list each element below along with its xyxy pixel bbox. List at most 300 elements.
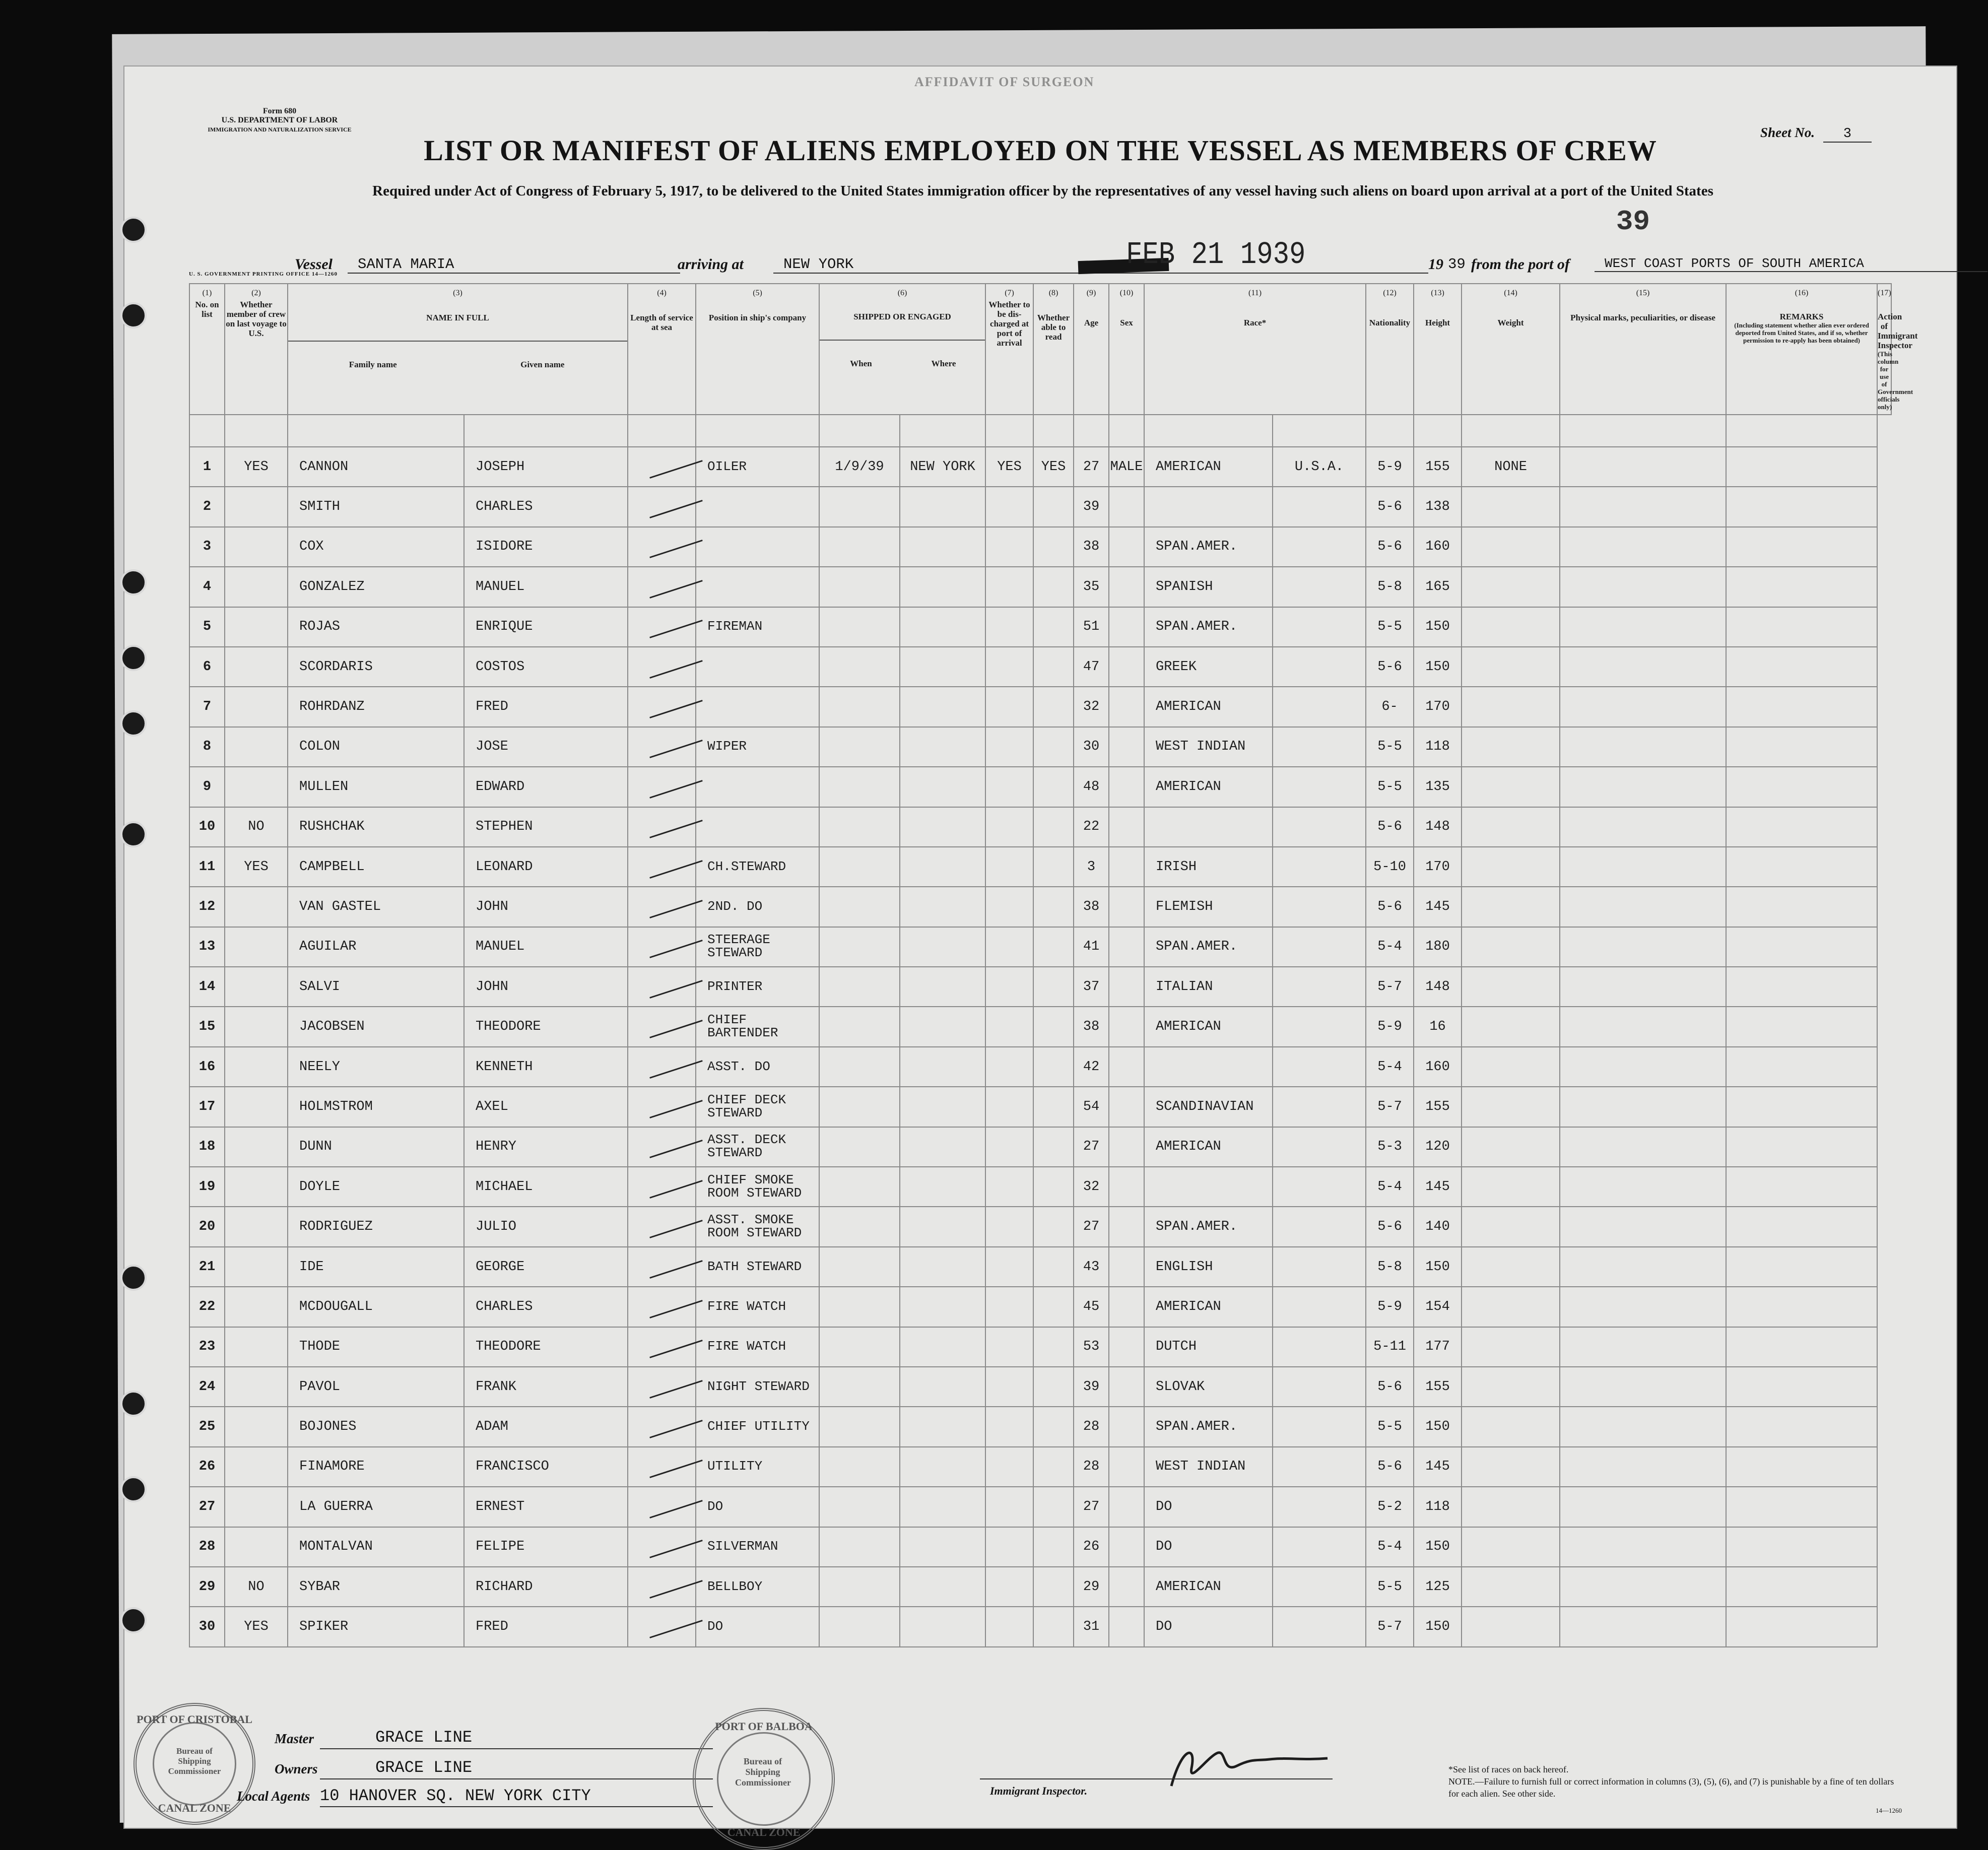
cell-sex [1109, 967, 1144, 1007]
service-length-mark [628, 1007, 696, 1046]
cell-family: COX [288, 527, 464, 567]
gpo-imprint: U. S. GOVERNMENT PRINTING OFFICE 14—1260 [189, 271, 338, 277]
cell-pos: PRINTER [696, 967, 819, 1007]
cell-disch [985, 1607, 1033, 1646]
cell-given: FELIPE [464, 1527, 628, 1567]
cell-disch [985, 1047, 1033, 1087]
cell-where [900, 1167, 985, 1207]
cell-disch [985, 927, 1033, 967]
cell-height: 5-6 [1366, 1207, 1414, 1246]
cell-age: 37 [1074, 967, 1109, 1007]
cell-race: SCANDINAVIAN [1144, 1087, 1273, 1127]
cell-given: THEODORE [464, 1007, 628, 1046]
cell-read [1033, 527, 1074, 567]
cell-disch [985, 807, 1033, 847]
cell-no: 18 [189, 1127, 225, 1167]
cell-height: 5-7 [1366, 1607, 1414, 1646]
cell-where: NEW YORK [900, 447, 985, 487]
table-row [189, 1207, 1891, 1246]
cell-empty [1560, 1127, 1726, 1167]
cell-sex [1109, 767, 1144, 807]
cell-marks [1462, 727, 1560, 767]
cell-race: GREEK [1144, 647, 1273, 687]
cell-empty [1726, 1407, 1877, 1446]
table-row [189, 1287, 1891, 1327]
cell-when [819, 647, 900, 687]
cell-last [225, 727, 288, 767]
cell-nat [1273, 1327, 1366, 1367]
cell-nat [1273, 1287, 1366, 1327]
cell-no: 28 [189, 1527, 225, 1567]
cell-weight: 177 [1414, 1327, 1462, 1367]
cell-nat [1273, 1487, 1366, 1527]
cell-race [1144, 1167, 1273, 1207]
cell-empty [1560, 647, 1726, 687]
cell-empty [1726, 567, 1877, 607]
cell-when [819, 1167, 900, 1207]
service-length-mark [628, 1327, 696, 1367]
cell-nat [1273, 1087, 1366, 1127]
cell-empty [1560, 1207, 1726, 1246]
cell-empty [1560, 727, 1726, 767]
cell-given: JOSEPH [464, 447, 628, 487]
cell-last [225, 1127, 288, 1167]
cell-family: MONTALVAN [288, 1527, 464, 1567]
cell-family: BOJONES [288, 1407, 464, 1446]
cell-marks [1462, 967, 1560, 1007]
cell-empty [1726, 527, 1877, 567]
cell-age: 27 [1074, 1127, 1109, 1167]
year-suffix: 39 [1448, 256, 1466, 273]
col-family-name: Family name [349, 360, 397, 369]
cell-height: 5-6 [1366, 487, 1414, 526]
cell-race: DO [1144, 1607, 1273, 1646]
table-body [189, 447, 1891, 1647]
service-name: IMMIGRATION AND NATURALIZATION SERVICE [208, 126, 352, 133]
cell-given: RICHARD [464, 1567, 628, 1607]
cell-sex [1109, 727, 1144, 767]
punch-hole [120, 569, 147, 596]
cell-last: YES [225, 447, 288, 487]
cell-when [819, 1087, 900, 1127]
master-value: GRACE LINE [375, 1728, 473, 1747]
cell-read [1033, 487, 1074, 526]
date-stamp: FEB 21 1939 [1126, 237, 1306, 273]
affidavit-header: AFFIDAVIT OF SURGEON [914, 75, 1095, 89]
cell-read [1033, 1527, 1074, 1567]
cell-empty [1726, 1607, 1877, 1646]
cell-where [900, 1607, 985, 1646]
cell-given: MICHAEL [464, 1167, 628, 1207]
cell-empty [1726, 1367, 1877, 1407]
cell-marks [1462, 647, 1560, 687]
cell-marks [1462, 1327, 1560, 1367]
cell-when [819, 887, 900, 927]
cell-race: AMERICAN [1144, 1287, 1273, 1327]
cell-family: VAN GASTEL [288, 887, 464, 927]
cell-disch [985, 1167, 1033, 1207]
cell-marks [1462, 1007, 1560, 1046]
table-row [189, 1327, 1891, 1367]
cell-nat [1273, 1527, 1366, 1567]
cell-no: 22 [189, 1287, 225, 1327]
cell-marks [1462, 1487, 1560, 1527]
table-row [189, 887, 1891, 927]
cell-no: 9 [189, 767, 225, 807]
cell-where [900, 847, 985, 887]
cell-no: 1 [189, 447, 225, 487]
cell-weight: 148 [1414, 967, 1462, 1007]
cell-marks [1462, 607, 1560, 647]
table-row [189, 1247, 1891, 1287]
punch-hole [120, 710, 147, 737]
cell-pos: FIREMAN [696, 607, 819, 647]
cell-last [225, 967, 288, 1007]
cell-nat [1273, 1447, 1366, 1487]
cell-empty [1560, 1527, 1726, 1567]
footnotes [1448, 1763, 1902, 1817]
cell-empty [1560, 487, 1726, 526]
cell-nat [1273, 927, 1366, 967]
cell-age: 27 [1074, 447, 1109, 487]
cell-where [900, 727, 985, 767]
agents-label: Local Agents [237, 1789, 310, 1804]
cell-race: DO [1144, 1527, 1273, 1567]
cell-weight: 150 [1414, 1407, 1462, 1446]
cell-last [225, 927, 288, 967]
cell-sex [1109, 1287, 1144, 1327]
cell-sex [1109, 1527, 1144, 1567]
cell-height: 5-9 [1366, 1007, 1414, 1046]
table-row [189, 967, 1891, 1007]
cell-when [819, 727, 900, 767]
cell-when [819, 1287, 900, 1327]
cell-sex [1109, 1567, 1144, 1607]
cell-disch: YES [985, 447, 1033, 487]
cell-empty [1726, 607, 1877, 647]
cell-empty [1726, 447, 1877, 487]
cell-nat [1273, 1607, 1366, 1646]
cell-no: 12 [189, 887, 225, 927]
cell-last [225, 1047, 288, 1087]
cell-given: HENRY [464, 1127, 628, 1167]
cell-pos: FIRE WATCH [696, 1287, 819, 1327]
spacer-row [189, 415, 1891, 447]
cell-family: IDE [288, 1247, 464, 1287]
cell-weight: 118 [1414, 727, 1462, 767]
cell-read [1033, 1447, 1074, 1487]
cell-empty [1726, 1287, 1877, 1327]
cell-given: JULIO [464, 1207, 628, 1246]
cell-family: SPIKER [288, 1607, 464, 1646]
cell-family: GONZALEZ [288, 567, 464, 607]
department-name: U.S. DEPARTMENT OF LABOR [221, 116, 338, 124]
cell-family: SYBAR [288, 1567, 464, 1607]
cell-empty [1560, 927, 1726, 967]
cell-nat [1273, 967, 1366, 1007]
cell-pos: CHIEF UTILITY [696, 1407, 819, 1446]
cell-sex [1109, 1007, 1144, 1046]
cell-height: 5-6 [1366, 807, 1414, 847]
cell-given: JOHN [464, 887, 628, 927]
cell-no: 4 [189, 567, 225, 607]
cell-empty [1560, 447, 1726, 487]
cell-race: SPAN.AMER. [1144, 1407, 1273, 1446]
from-port-value: WEST COAST PORTS OF SOUTH AMERICA [1595, 256, 1987, 272]
cell-marks [1462, 1567, 1560, 1607]
cell-marks [1462, 1127, 1560, 1167]
table-header-row [189, 284, 1891, 415]
service-length-mark [628, 1607, 696, 1646]
cell-where [900, 1447, 985, 1487]
cell-nat [1273, 527, 1366, 567]
cell-race: AMERICAN [1144, 1567, 1273, 1607]
cell-read [1033, 1327, 1074, 1367]
table-row [189, 727, 1891, 767]
cell-where [900, 487, 985, 526]
cell-read [1033, 1407, 1074, 1446]
table-row [189, 607, 1891, 647]
cell-age: 27 [1074, 1487, 1109, 1527]
cell-last [225, 1327, 288, 1367]
cell-family: PAVOL [288, 1367, 464, 1407]
cell-given: COSTOS [464, 647, 628, 687]
cell-race: AMERICAN [1144, 687, 1273, 726]
cell-race: WEST INDIAN [1144, 727, 1273, 767]
service-length-mark [628, 487, 696, 526]
cell-race: SPAN.AMER. [1144, 927, 1273, 967]
cell-last [225, 687, 288, 726]
cell-when [819, 527, 900, 567]
cell-height: 5-11 [1366, 1327, 1414, 1367]
table-row [189, 1087, 1891, 1127]
cell-given: ADAM [464, 1407, 628, 1446]
cell-height: 5-3 [1366, 1127, 1414, 1167]
cell-when [819, 1247, 900, 1287]
service-length-mark [628, 567, 696, 607]
cell-race: ENGLISH [1144, 1247, 1273, 1287]
cell-sex [1109, 927, 1144, 967]
cell-read [1033, 1607, 1074, 1646]
cell-empty [1560, 1407, 1726, 1446]
cell-family: COLON [288, 727, 464, 767]
cell-read [1033, 1087, 1074, 1127]
cell-height: 5-5 [1366, 1567, 1414, 1607]
col-name: (3) NAME IN FULL Family name Given name [288, 284, 628, 415]
cell-sex [1109, 1327, 1144, 1367]
cell-age: 30 [1074, 727, 1109, 767]
cell-read [1033, 1287, 1074, 1327]
cell-empty [1560, 1367, 1726, 1407]
cell-family: SALVI [288, 967, 464, 1007]
cell-read [1033, 647, 1074, 687]
cell-pos: CHIEF BARTENDER [696, 1007, 819, 1046]
cell-last [225, 1287, 288, 1327]
cell-nat [1273, 1367, 1366, 1407]
cell-age: 54 [1074, 1087, 1109, 1127]
cell-sex [1109, 607, 1144, 647]
cell-when [819, 1327, 900, 1367]
service-length-mark [628, 1047, 696, 1087]
punch-hole [120, 645, 147, 671]
cell-read [1033, 1487, 1074, 1527]
cell-empty [1726, 1327, 1877, 1367]
table-row [189, 487, 1891, 526]
cell-last [225, 1447, 288, 1487]
cell-where [900, 1127, 985, 1167]
cell-no: 24 [189, 1367, 225, 1407]
cell-empty [1560, 1167, 1726, 1207]
cell-height: 5-5 [1366, 1407, 1414, 1446]
cell-empty [1560, 1287, 1726, 1327]
cell-marks [1462, 847, 1560, 887]
table-row [189, 687, 1891, 726]
cell-when [819, 487, 900, 526]
cell-pos [696, 807, 819, 847]
cell-pos: NIGHT STEWARD [696, 1367, 819, 1407]
cell-nat [1273, 1567, 1366, 1607]
cell-family: SCORDARIS [288, 647, 464, 687]
cell-nat [1273, 727, 1366, 767]
cell-empty [1560, 687, 1726, 726]
cell-last [225, 1407, 288, 1446]
cell-where [900, 1407, 985, 1446]
cell-where [900, 1007, 985, 1046]
cell-where [900, 1047, 985, 1087]
cell-disch [985, 1447, 1033, 1487]
cell-age: 53 [1074, 1327, 1109, 1367]
cell-last [225, 1167, 288, 1207]
punch-hole [120, 821, 147, 847]
inspector-label: Immigrant Inspector. [990, 1785, 1088, 1797]
service-length-mark [628, 647, 696, 687]
cell-nat: U.S.A. [1273, 447, 1366, 487]
cell-age: 26 [1074, 1527, 1109, 1567]
cell-marks [1462, 1407, 1560, 1446]
cell-empty [1560, 1567, 1726, 1607]
cell-sex [1109, 1607, 1144, 1646]
cell-sex [1109, 807, 1144, 847]
cell-age: 28 [1074, 1447, 1109, 1487]
cell-empty [1726, 967, 1877, 1007]
cell-pos: ASST. SMOKE ROOM STEWARD [696, 1207, 819, 1246]
cell-height: 5-5 [1366, 607, 1414, 647]
cell-sex [1109, 1447, 1144, 1487]
cell-empty [1560, 567, 1726, 607]
cell-where [900, 1567, 985, 1607]
cell-given: GEORGE [464, 1247, 628, 1287]
cell-age: 32 [1074, 1167, 1109, 1207]
cell-family: HOLMSTROM [288, 1087, 464, 1127]
cell-age: 31 [1074, 1607, 1109, 1646]
cell-weight: 135 [1414, 767, 1462, 807]
cell-read [1033, 607, 1074, 647]
col-height: (13) Height [1414, 284, 1462, 415]
table-row [189, 1607, 1891, 1646]
punch-hole [120, 1391, 147, 1417]
cell-pos [696, 767, 819, 807]
cell-read [1033, 1567, 1074, 1607]
table-row [189, 1367, 1891, 1407]
cell-height: 5-8 [1366, 1247, 1414, 1287]
cell-age: 39 [1074, 487, 1109, 526]
cell-no: 14 [189, 967, 225, 1007]
cell-sex [1109, 487, 1144, 526]
cell-given: MANUEL [464, 927, 628, 967]
cell-last [225, 607, 288, 647]
cell-pos: CHIEF DECK STEWARD [696, 1087, 819, 1127]
table-row [189, 1567, 1891, 1607]
penalty-note: NOTE.—Failure to furnish full or correct information in columns (3), (5), (6), and (7) is punishable by a fine of ten dollars for each alien. See other side. [1448, 1776, 1894, 1799]
cell-age: 22 [1074, 807, 1109, 847]
cell-read [1033, 807, 1074, 847]
cell-disch [985, 1367, 1033, 1407]
cell-age: 38 [1074, 887, 1109, 927]
cell-read [1033, 927, 1074, 967]
cell-no: 29 [189, 1567, 225, 1607]
cell-nat [1273, 887, 1366, 927]
cell-age: 29 [1074, 1567, 1109, 1607]
cell-nat [1273, 1207, 1366, 1246]
cell-pos: BATH STEWARD [696, 1247, 819, 1287]
cell-empty [1726, 1087, 1877, 1127]
cell-when [819, 927, 900, 967]
cell-no: 13 [189, 927, 225, 967]
cell-nat [1273, 607, 1366, 647]
col-last-voyage: (2) Whether member of crew on last voyage to U.S. [225, 284, 288, 415]
cell-read [1033, 847, 1074, 887]
cell-where [900, 607, 985, 647]
cell-marks [1462, 1207, 1560, 1246]
cell-race: IRISH [1144, 847, 1273, 887]
cell-weight: 170 [1414, 847, 1462, 887]
cell-family: DUNN [288, 1127, 464, 1167]
cell-pos [696, 647, 819, 687]
service-length-mark [628, 1407, 696, 1446]
col-when: When [850, 359, 872, 368]
cell-last: YES [225, 847, 288, 887]
cell-no: 7 [189, 687, 225, 726]
cell-read [1033, 767, 1074, 807]
page-subtitle: Required under Act of Congress of February 5, 1917, to be delivered to the United States immigration officer by the representatives of any vessel having such aliens on board upon arrival at a port of the United States [372, 183, 1713, 199]
cell-when [819, 1007, 900, 1046]
cell-pos: STEERAGE STEWARD [696, 927, 819, 967]
table-row [189, 1407, 1891, 1446]
col-length-service: (4) Length of service at sea [628, 284, 696, 415]
cell-race: ITALIAN [1144, 967, 1273, 1007]
col-action-inspector: (17) Action of Immigrant Inspector (This column for use of Government officials only) [1877, 284, 1891, 415]
cell-given: EDWARD [464, 767, 628, 807]
cell-where [900, 527, 985, 567]
cell-height: 5-7 [1366, 1087, 1414, 1127]
cell-family: FINAMORE [288, 1447, 464, 1487]
cell-age: 38 [1074, 527, 1109, 567]
table-row [189, 1167, 1891, 1207]
cell-given: KENNETH [464, 1047, 628, 1087]
cell-age: 43 [1074, 1247, 1109, 1287]
crew-manifest-table [189, 283, 1918, 1647]
cell-weight: 148 [1414, 807, 1462, 847]
cell-pos [696, 567, 819, 607]
cell-empty [1726, 1567, 1877, 1607]
cell-family: RODRIGUEZ [288, 1207, 464, 1246]
cell-no: 25 [189, 1407, 225, 1446]
cell-weight: 160 [1414, 1047, 1462, 1087]
cell-marks [1462, 1607, 1560, 1646]
cell-race: AMERICAN [1144, 447, 1273, 487]
cell-height: 5-6 [1366, 887, 1414, 927]
cell-weight: 150 [1414, 1247, 1462, 1287]
